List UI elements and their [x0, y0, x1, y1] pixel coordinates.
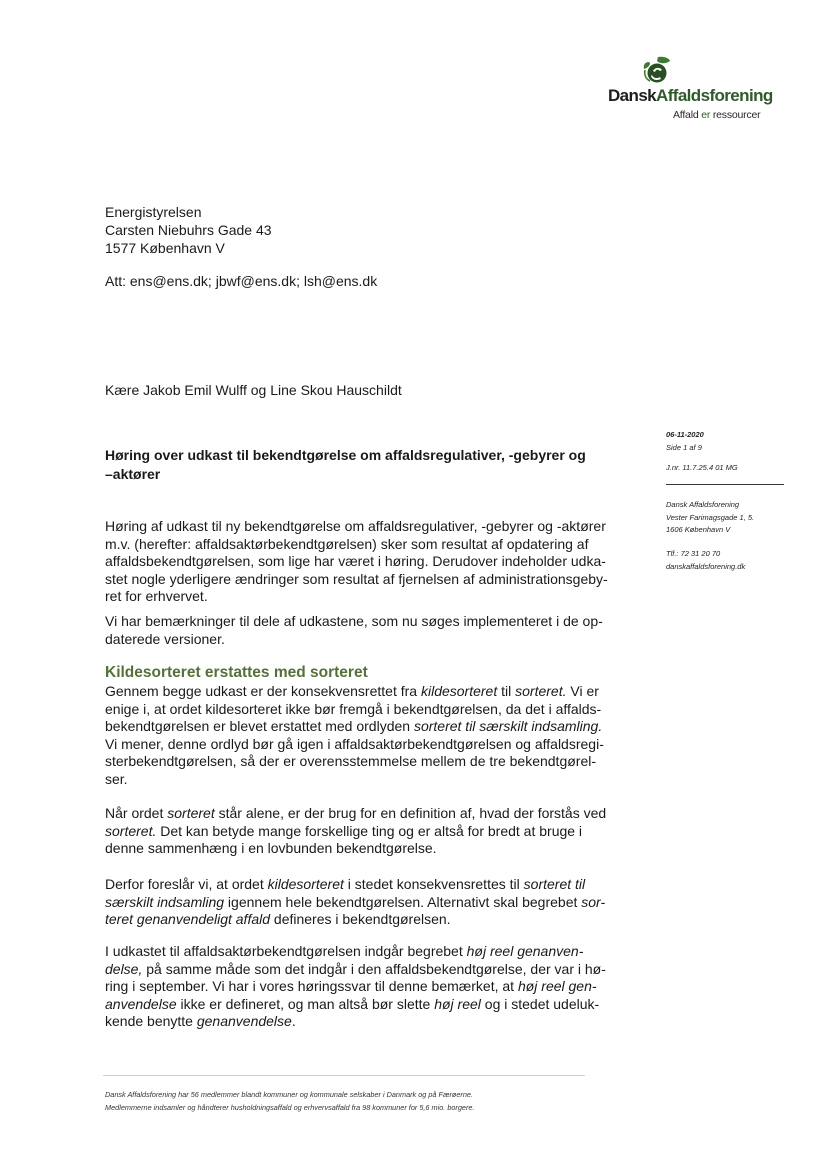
document-date: 06-11-2020 [666, 430, 704, 439]
recipient-line: Carsten Niebuhrs Gade 43 [105, 222, 272, 238]
paragraph-intro: Høring af udkast til ny bekendtgørelse om affaldsregulativer, -gebyrer og -aktører m.v. (herefter: affaldsaktørbekendtgørelsen) sker som resultat af opdatering af affaldsbekendtgørelsen, som lige har været i høring. Derudover indeholder udka- stet nogle yderligere ændringer som resultat af fjernelsen af administrationsgeby- ret for erhvervet. [105, 518, 608, 604]
recipient-address [105, 203, 272, 257]
sender-contact [666, 548, 745, 573]
paragraph-recycling: I udkastet til affaldsaktørbekendtgørelsen indgår begrebet høj reel genanven- delse, på samme måde som det indgår i den affaldsbekendtgørelse, der var i hø- ring i september. Vi har i vores høringssvar til denne bemærket, at høj reel gen- anvendelse ikke er defineret, og man altså bør slette høj reel og i stedet udeluk- kende benytte genanvendelse. [105, 943, 606, 1029]
page-number: Side 1 af 9 [666, 442, 702, 452]
sender-phone: Tlf.: 72 31 20 70 [666, 549, 721, 558]
letter-subject: Høring over udkast til bekendtgørelse om affaldsregulativer, -gebyrer og –aktører [105, 447, 586, 482]
sender-name: Dansk Affaldsforening [666, 500, 740, 509]
footer-line: Dansk Affaldsforening har 56 medlemmer blandt kommuner og kommunale selskaber i Danmark og på Færøerne. [105, 1090, 473, 1099]
sender-address [666, 499, 754, 537]
logo-wordmark: DanskAffaldsforening [608, 86, 773, 105]
organization-logo [600, 55, 775, 125]
meta-divider [666, 484, 784, 485]
paragraph-sorted: Gennem begge udkast er der konsekvensrettet fra kildesorteret til sorteret. Vi er enige i, at ordet kildesorteret ikke bør fremgå i bekendtgørelsen, da det i affalds- bekendtgørelsen er blevet erstattet med ordlyden sorteret til særskilt indsamling. Vi mener, denne ordlyd bør gå igen i affaldsaktørbekendtgørelsen og affaldsregi- sterbekendtgørelsen, så der er overensstemmelse mellem de tre bekendtgørel- ser. [105, 683, 604, 787]
paragraph-definition: Når ordet sorteret står alene, er der brug for en definition af, hvad der forstås ved sorteret. Det kan betyde mange forskellige ting og er altså for bredt at bruge i denne sammenhæng i en lovbunden bekendtgørelse. [105, 805, 607, 856]
salutation: Kære Jakob Emil Wulff og Line Skou Hauschildt [105, 382, 402, 398]
paragraph-proposal: Derfor foreslår vi, at ordet kildesorteret i stedet konsekvensrettes til sorteret til særskilt indsamling igennem hele bekendtgørelsen. Alternativt skal begrebet sor- teret genanvendeligt affald defineres i bekendtgørelsen. [105, 876, 606, 927]
footer-divider [103, 1075, 585, 1076]
recipient-line: 1577 København V [105, 240, 225, 256]
section-heading: Kildesorteret erstattes med sorteret [105, 664, 368, 681]
document-meta [666, 429, 704, 454]
journal-number: J.nr. 11.7.25.4 01 MG [666, 463, 738, 472]
page-footer [105, 1089, 475, 1114]
sender-city: 1606 København V [666, 525, 731, 534]
footer-line: Medlemmerne indsamler og håndterer husholdningsaffald og erhvervsaffald fra 98 kommuner for 5,6 mio. borgere. [105, 1102, 475, 1112]
sender-website: danskaffaldsforening.dk [666, 561, 746, 571]
leaf-recycle-icon [640, 55, 672, 85]
paragraph-remarks: Vi har bemærkninger til dele af udkastene, som nu søges implementeret i de op- daterede versioner. [105, 613, 603, 647]
sender-street: Vester Farimagsgade 1, 5. [666, 512, 755, 522]
logo-tagline: Affald er ressourcer [673, 109, 761, 121]
attention-line: Att: ens@ens.dk; jbwf@ens.dk; lsh@ens.dk [105, 273, 378, 289]
recipient-line: Energistyrelsen [105, 204, 202, 220]
